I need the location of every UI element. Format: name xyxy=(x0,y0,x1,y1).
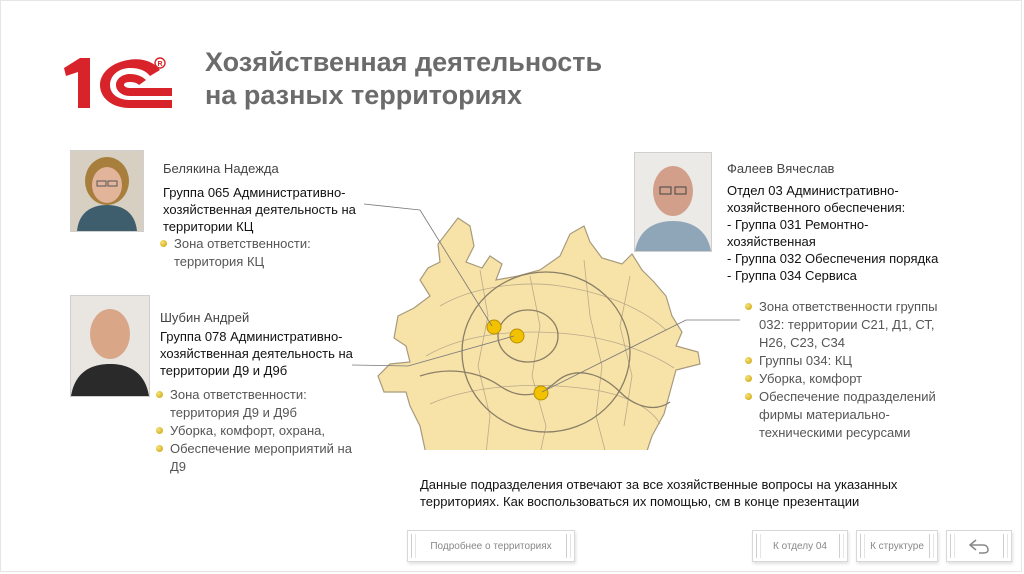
footer-note-line: территориях. Как воспользоваться их помощью, см в конце презентации xyxy=(420,494,860,509)
person-name-belyakina: Белякина Надежда xyxy=(163,161,279,176)
bullet-text: Обеспечение подразделений фирмы материально- техническими ресурсами xyxy=(759,389,936,440)
footer-note xyxy=(420,476,940,510)
territories-button[interactable] xyxy=(407,530,575,562)
bullet-text: Уборка, комфорт xyxy=(759,371,863,386)
dept04-button-label: К отделу 04 xyxy=(773,540,827,552)
bullet-text: Зона ответственности: территория Д9 и Д9б xyxy=(170,387,307,420)
territories-button-label: Подробнее о территориях xyxy=(430,540,552,552)
group-line: хозяйственная xyxy=(727,234,816,249)
person-name-shubin: Шубин Андрей xyxy=(160,310,250,325)
group-line: - Группа 031 Ремонтно- xyxy=(727,217,869,232)
back-button[interactable] xyxy=(946,530,1012,562)
bullet-icon xyxy=(745,303,752,310)
list-item xyxy=(745,352,937,370)
group-line: хозяйственная деятельность на xyxy=(160,346,353,361)
footer-note-line: Данные подразделения отвечают за все хозяйственные вопросы на указанных xyxy=(420,477,898,492)
group-title-dept03 xyxy=(727,182,938,284)
group-line: территории КЦ xyxy=(163,219,254,234)
person-name-faleev: Фалеев Вячеслав xyxy=(727,161,835,176)
group-line: хозяйственного обеспечения: xyxy=(727,200,906,215)
bullet-text: Группы 034: КЦ xyxy=(759,353,853,368)
bullet-text: Обеспечение мероприятий на Д9 xyxy=(170,441,352,474)
avatar-faleev xyxy=(634,152,712,252)
list-item xyxy=(745,370,937,388)
group-line: территории Д9 и Д9б xyxy=(160,363,288,378)
group-line: Группа 078 Административно- xyxy=(160,329,343,344)
bullet-icon xyxy=(745,375,752,382)
bullet-list-faleev xyxy=(745,298,937,442)
bullet-text: Уборка, комфорт, охрана, xyxy=(170,423,325,438)
bullet-icon xyxy=(745,393,752,400)
list-item xyxy=(745,388,937,442)
structure-button[interactable] xyxy=(856,530,938,562)
group-line: - Группа 034 Сервиса xyxy=(727,268,857,283)
title-line-1: Хозяйственная деятельность xyxy=(205,47,603,77)
bullet-icon xyxy=(745,357,752,364)
group-line: Группа 065 Административно- xyxy=(163,185,346,200)
group-line: Отдел 03 Административно- xyxy=(727,183,899,198)
group-line: хозяйственная деятельность на xyxy=(163,202,356,217)
back-arrow-icon xyxy=(967,537,991,555)
list-item xyxy=(745,298,937,352)
dept04-button[interactable] xyxy=(752,530,848,562)
group-line: - Группа 032 Обеспечения порядка xyxy=(727,251,939,266)
bullet-text: Зона ответственности группы 032: территории С21, Д1, СТ, Н26, С23, С34 xyxy=(759,299,938,350)
title-line-2: на разных территориях xyxy=(205,80,523,110)
structure-button-label: К структуре xyxy=(870,540,924,552)
bullet-text: Зона ответственности: территория КЦ xyxy=(174,236,311,269)
svg-text:R: R xyxy=(157,61,163,68)
